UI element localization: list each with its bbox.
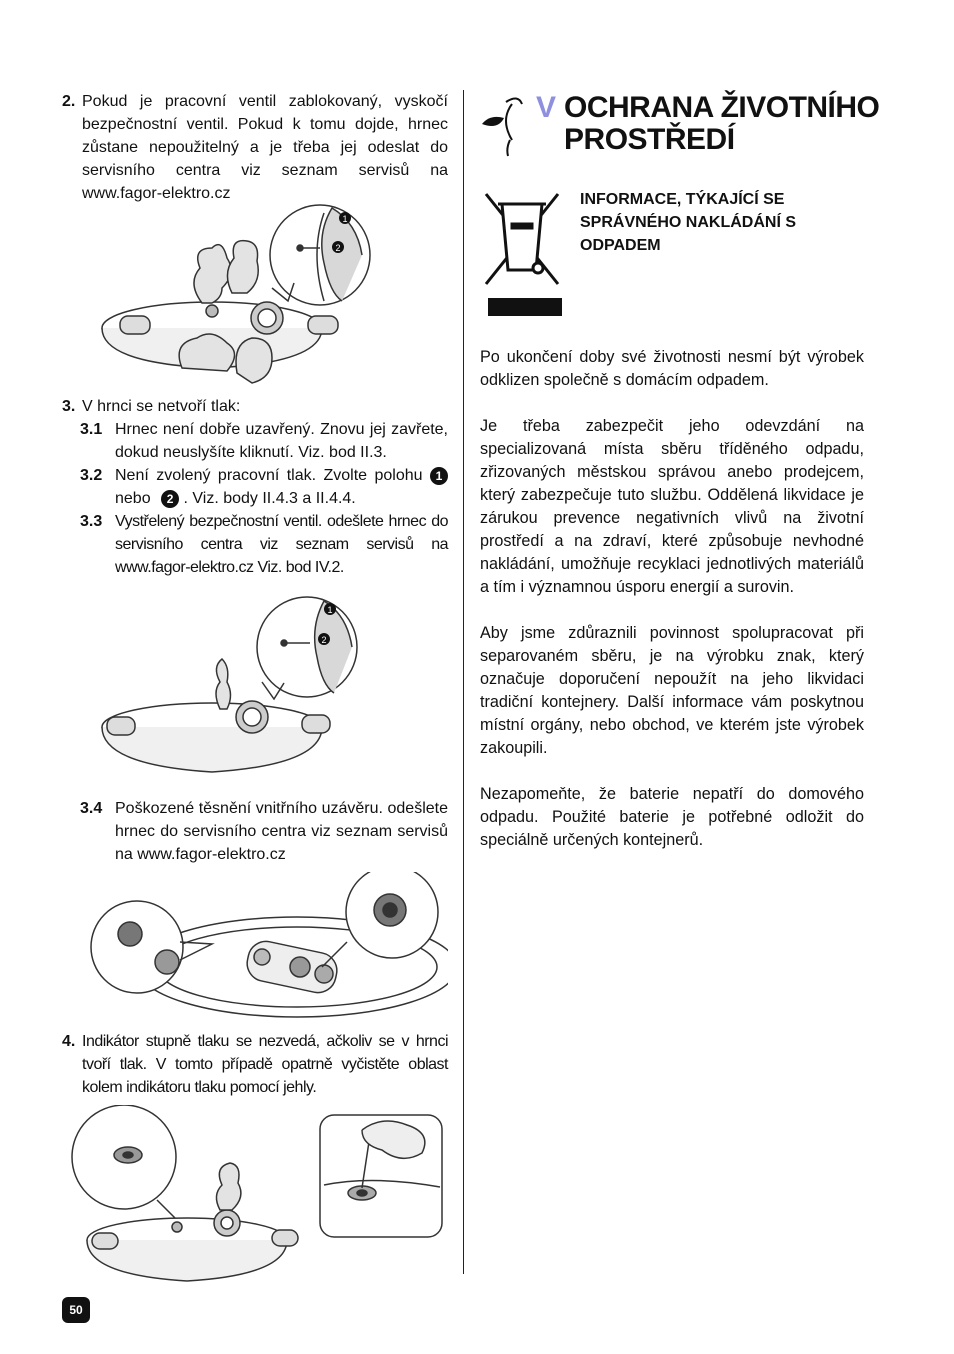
column-divider	[463, 90, 464, 1274]
leaf-icon	[480, 92, 532, 162]
section-title: OCHRANA ŽIVOTNÍHO PROSTŘEDÍ	[564, 91, 880, 156]
paragraph: Aby jsme zdůraznili povinnost spolupracovat při separovaném sběru, je na výrobku znak, který označuje doporučení nepoužít na jeho likvidaci tradiční kontejnery. Další informace vám poskytnou místní orgány, nebo obchod, ve kterém jste výrobek zakoupili.	[480, 624, 864, 757]
pressure-cooker-illustration-1	[62, 193, 448, 393]
subitem-number: 3.3	[80, 513, 103, 530]
subitem-3-4	[80, 797, 448, 866]
subitem-text	[115, 464, 448, 510]
item-number: 2.	[62, 93, 76, 110]
item-2	[62, 90, 448, 205]
subitem-3-2	[80, 464, 448, 510]
dial-mark-2: 2	[321, 635, 327, 645]
dial-mark-1: 1	[327, 605, 333, 615]
right-column	[480, 346, 864, 875]
section-header	[480, 92, 894, 156]
paragraph: Po ukončení doby své životnosti nesmí být výrobek odklizen společně s domácím odpadem.	[480, 348, 864, 389]
subitem-text: Poškozené těsnění vnitřního uzávěru. odešlete hrnec do servisního centra viz seznam servisů na www.fagor-elektro.cz	[115, 800, 448, 863]
subitem-text: Hrnec není dobře uzavřený. Znovu jej zavřete, dokud neuslyšíte kliknutí. Viz. bod II.3.	[115, 421, 448, 461]
paragraph: Je třeba zabezpečit jeho odevzdání na specializovaná místa sběru tříděného odpadu, zřizovaných městskou správou anebo prodejcem, který zabezpečuje tuto službu. Oddělená likvidace je zárukou prevence negativních vlivů na životní prostředí a na zdraví, které způsobuje nevhodné nakládání, umožňuje recyklaci jednotlivých materiálů a tím i významnou úsporu energií a surovin.	[480, 417, 864, 596]
position-1-icon: 1	[430, 467, 448, 485]
crossed-bin-icon	[482, 192, 562, 317]
item-text: V hrnci se netvoří tlak:	[82, 398, 241, 415]
subitem-text-c: . Viz. body II.4.3 a II.4.4.	[183, 490, 356, 507]
position-2-icon: 2	[161, 490, 179, 508]
info-heading: INFORMACE, TÝKAJÍCÍ SE SPRÁVNÉHO NAKLÁDÁNÍ S ODPADEM	[580, 191, 797, 254]
item-4	[62, 1030, 448, 1099]
item-3	[62, 395, 448, 418]
pressure-cooker-illustration-2	[62, 587, 448, 787]
left-column	[62, 90, 448, 1285]
subitem-number: 3.4	[80, 800, 103, 817]
indicator-cleaning-illustration	[62, 1105, 448, 1285]
page-number: 50	[62, 1297, 90, 1323]
subitem-3-1	[80, 418, 448, 464]
subitem-text-b: nebo	[115, 490, 151, 507]
item-text: Indikátor stupně tlaku se nezvedá, ačkoliv se v hrnci tvoří tlak. V tomto případě opatrně vyčistěte oblast kolem indikátoru tlaku pomocí jehly.	[82, 1033, 448, 1096]
dial-mark-2: 2	[335, 243, 341, 253]
subitem-3-3	[80, 510, 448, 579]
dial-mark-1: 1	[342, 214, 348, 224]
subitem-text-a: Není zvolený pracovní tlak. Zvolte polohu	[115, 467, 423, 484]
gasket-illustration	[62, 872, 448, 1022]
subitem-text: Vystřelený bezpečnostní ventil. odešlete hrnec do servisního centra viz seznam servisů na www.fagor-elektro.cz Viz. bod IV.2.	[115, 513, 448, 576]
item-text: Pokud je pracovní ventil zablokovaný, vyskočí bezpečnostní ventil. Pokud k tomu dojde, hrnec zůstane nepoužitelný a je třeba jej odeslat do servisního centra viz seznam servisů na www.fagor-elektro.cz	[82, 93, 448, 202]
subitem-number: 3.2	[80, 467, 103, 484]
section-number: V	[536, 91, 557, 124]
item-number: 4.	[62, 1033, 76, 1050]
item-number: 3.	[62, 398, 76, 415]
subitem-number: 3.1	[80, 421, 103, 438]
paragraph: Nezapomeňte, že baterie nepatří do domového odpadu. Použité baterie je potřebné odložit do speciálně určených kontejnerů.	[480, 785, 864, 849]
